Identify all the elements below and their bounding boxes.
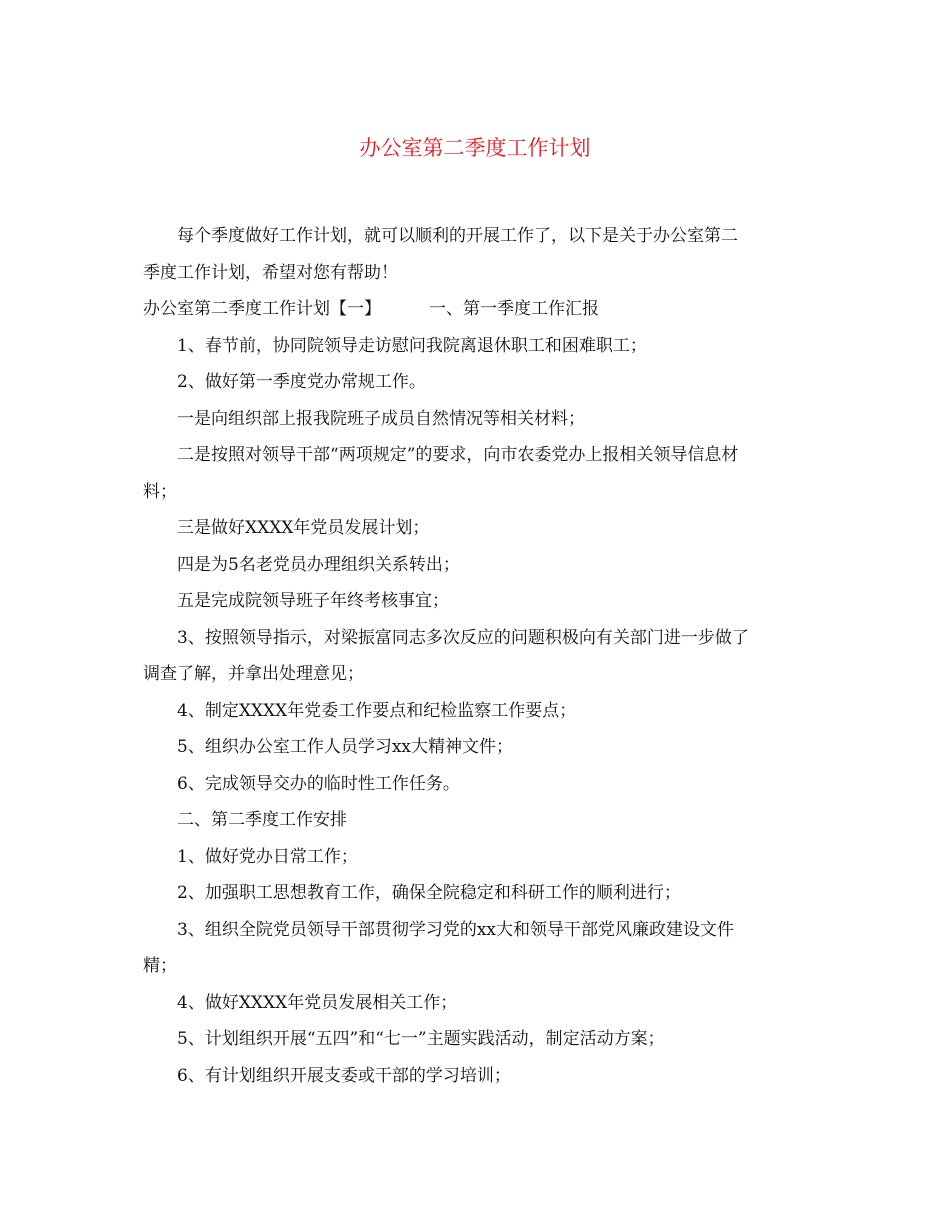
- section-heading: 二、第二季度工作安排: [177, 810, 347, 830]
- list-item: 1、春节前，协同院领导走访慰问我院离退休职工和困难职工；: [177, 335, 647, 356]
- list-item-continuation: 料；: [143, 481, 177, 502]
- list-item: 四是为5名老党员办理组织关系转出；: [177, 554, 460, 575]
- list-item: 6、完成领导交办的临时性工作任务。: [177, 773, 460, 794]
- list-item: 3、按照领导指示，对梁振富同志多次反应的问题积极向有关部门进一步做了: [177, 627, 749, 648]
- list-item: 4、制定XXXX年党委工作要点和纪检监察工作要点；: [177, 700, 577, 721]
- plan-heading: 办公室第二季度工作计划【一】: [143, 299, 381, 319]
- list-item: 6、有计划组织开展支委或干部的学习培训；: [177, 1065, 511, 1086]
- plan-heading-line: [143, 291, 803, 328]
- list-item: 三是做好XXXX年党员发展计划；: [177, 518, 430, 538]
- intro-paragraph-line: 季度工作计划，希望对您有帮助！: [143, 262, 398, 283]
- list-item: 五是完成院领导班子年终考核事宜；: [177, 591, 449, 611]
- intro-paragraph-line: 每个季度做好工作计划，就可以顺利的开展工作了，以下是关于办公室第二: [177, 226, 738, 246]
- list-item: 二是按照对领导干部“两项规定”的要求，向市农委党办上报相关领导信息材: [177, 445, 739, 465]
- list-item-continuation: 调查了解，并拿出处理意见；: [143, 664, 364, 684]
- list-item: 一是向组织部上报我院班子成员自然情况等相关材料；: [177, 408, 585, 429]
- list-item: 3、组织全院党员领导干部贯彻学习党的xx大和领导干部党风廉政建设文件: [177, 919, 734, 940]
- list-item: 4、做好XXXX年党员发展相关工作；: [177, 992, 458, 1013]
- list-item: 5、计划组织开展“五四”和“七一”主题实践活动，制定活动方案；: [177, 1029, 665, 1049]
- document-title: 办公室第二季度工作计划: [359, 136, 591, 160]
- list-item: 2、加强职工思想教育工作，确保全院稳定和科研工作的顺利进行；: [177, 883, 681, 903]
- document-body: [143, 218, 803, 1094]
- list-item: 1、做好党办日常工作；: [177, 846, 358, 867]
- list-item: 5、组织办公室工作人员学习xx大精神文件；: [177, 737, 513, 757]
- section-heading: 一、第一季度工作汇报: [429, 299, 599, 319]
- list-item: 2、做好第一季度党办常规工作。: [177, 372, 426, 392]
- list-item-continuation: 精；: [143, 956, 177, 976]
